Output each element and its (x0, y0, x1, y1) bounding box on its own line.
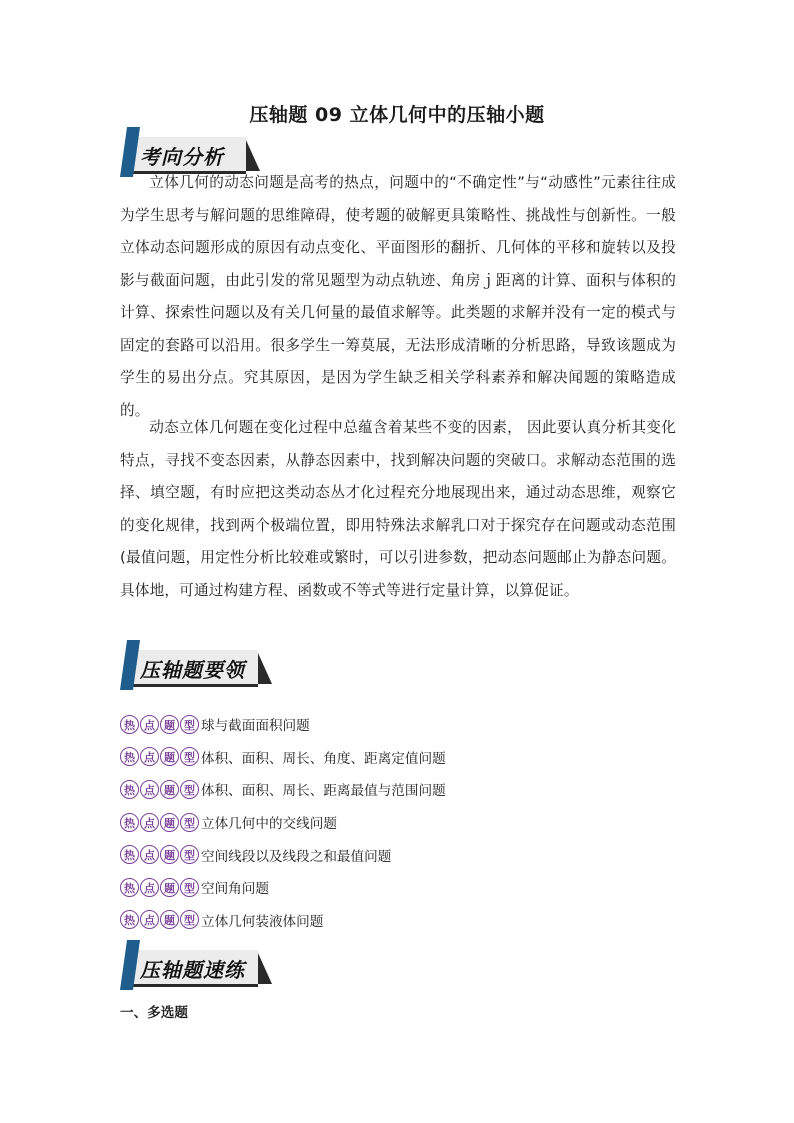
hot-topic-badge: 热 点 题 型 (120, 747, 200, 766)
topic-text: 空间线段以及线段之和最值问题 (201, 848, 392, 865)
hot-topic-badge: 热 点 题 型 (120, 878, 200, 897)
hot-topic-badge: 热 点 题 型 (120, 845, 200, 864)
hot-topic-badge: 热 点 题 型 (120, 715, 200, 734)
topic-text: 立体几何中的交线问题 (201, 816, 337, 833)
topic-text: 立体几何装液体问题 (201, 913, 324, 930)
list-item (120, 904, 446, 937)
subheading-multiple-choice: 一、多选题 (120, 1005, 188, 1021)
hot-topic-badge: 热 点 题 型 (120, 813, 200, 832)
hot-topic-badge: 热 点 题 型 (120, 910, 200, 929)
section-title-analysis: 考向分析 (140, 145, 224, 169)
list-item (120, 806, 446, 839)
hot-topic-badge: 热 点 题 型 (120, 780, 200, 799)
list-item (120, 741, 446, 774)
paragraph-1: 立体几何的动态问题是高考的热点，问题中的“不确定性”与“动感性”元素往往成为学生思考与解问题的思维障碍，使考题的破解更具策略性、挑战性与创新性。一般立体动态问题形成的原因有动点变化、平面图形的翻折、几何体的平移和旋转以及投影与截面问题，由此引发的常见题型为动点轨迹、角房ｊ距离的计算、面积与体积的计算、探索性问题以及有关几何量的最值求解等。此类题的求解并没有一定的模式与固定的套路可以沿用。很多学生一筹莫展，无法形成清晰的分析思路，导致该题成为学生的易出分点。究其原因，是因为学生缺乏相关学科素养和解决闻题的策略造成的。 (120, 174, 676, 419)
list-item (120, 871, 446, 904)
topic-text: 体积、面积、周长、角度、距离定值问题 (201, 750, 446, 767)
list-item (120, 773, 446, 806)
section-title-practice: 压轴题速练 (140, 958, 245, 982)
list-item (120, 838, 446, 871)
topic-text: 球与截面面积问题 (201, 718, 310, 735)
topic-text: 体积、面积、周长、距离最值与范围问题 (201, 783, 446, 800)
paragraph-2: 动态立体几何题在变化过程中总蕴含着某些不变的因素， 因此要认真分析其变化特点，寻找不变态因素，从静态因素中，找到解决问题的突破口。求解动态范围的选择、填空题，有时应把这类动态丛才化过程充分地展现出来，通过动态思维，观察它的变化规律，找到两个极端位置，即用特殊法求解乳口对于探究存在问题或动态范围(最值问题，用定性分析比较难或繁时，可以引进参数，把动态问题邮止为静态问题。具体地，可通过构建方程、函数或不等式等进行定量计算，以算促证。 (120, 419, 676, 599)
topic-list (120, 708, 446, 936)
list-item (120, 708, 446, 741)
document-title: 压轴题 09 立体几何中的压轴小题 (249, 104, 545, 126)
topic-text: 空间角问题 (201, 881, 269, 898)
section-title-keypoints: 压轴题要领 (140, 658, 245, 682)
